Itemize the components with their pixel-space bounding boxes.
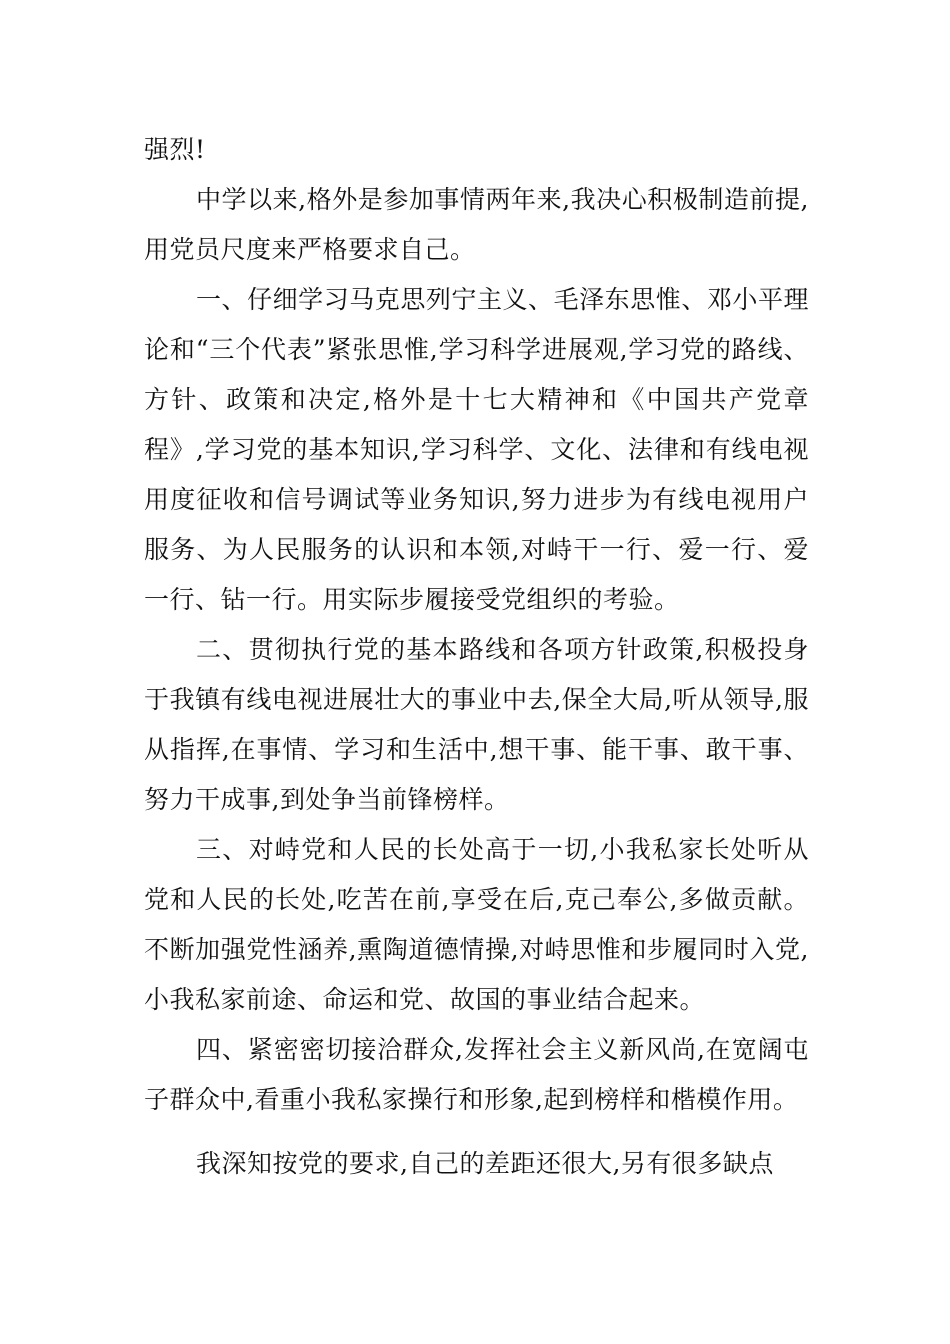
paragraph-point-one: 一、仔细学习马克思列宁主义、毛泽东思惟、邓小平理论和“三个代表”紧张思惟,学习科学进展观,学习党的路线、方针、政策和决定,格外是十七大精神和《中国共产党章程》,学习党的基本知识,学习科学、文化、法律和有线电视用度征收和信号调试等业务知识,努力进步为有线电视用户服务、为人民服务的认识和本领,对峙干一行、爱一行、爱一行、钻一行。用实际步履接受党组织的考验。 [144, 285, 809, 614]
document-body [144, 125, 809, 1189]
paragraph-intro: 中学以来,格外是参加事情两年来,我决心积极制造前提,用党员尺度来严格要求自己。 [144, 185, 809, 264]
paragraph-point-two: 二、贯彻执行党的基本路线和各项方针政策,积极投身于我镇有线电视进展壮大的事业中去,保全大局,听从领导,服从指挥,在事情、学习和生活中,想干事、能干事、敢干事、努力干成事,到处争当前锋榜样。 [144, 635, 809, 814]
paragraph-point-three: 三、对峙党和人民的长处高于一切,小我私家长处听从党和人民的长处,吃苦在前,享受在后,克己奉公,多做贡献。不断加强党性涵养,熏陶道德情操,对峙思惟和步履同时入党,小我私家前途、命运和党、故国的事业结合起来。 [144, 835, 809, 1014]
paragraph-closing: 我深知按党的要求,自己的差距还很大,另有很多缺点 [196, 1149, 774, 1178]
paragraph-continuation: 强烈! [144, 135, 206, 164]
paragraph-point-four: 四、紧密密切接洽群众,发挥社会主义新风尚,在宽阔屯子群众中,看重小我私家操行和形象,起到榜样和楷模作用。 [144, 1035, 809, 1114]
